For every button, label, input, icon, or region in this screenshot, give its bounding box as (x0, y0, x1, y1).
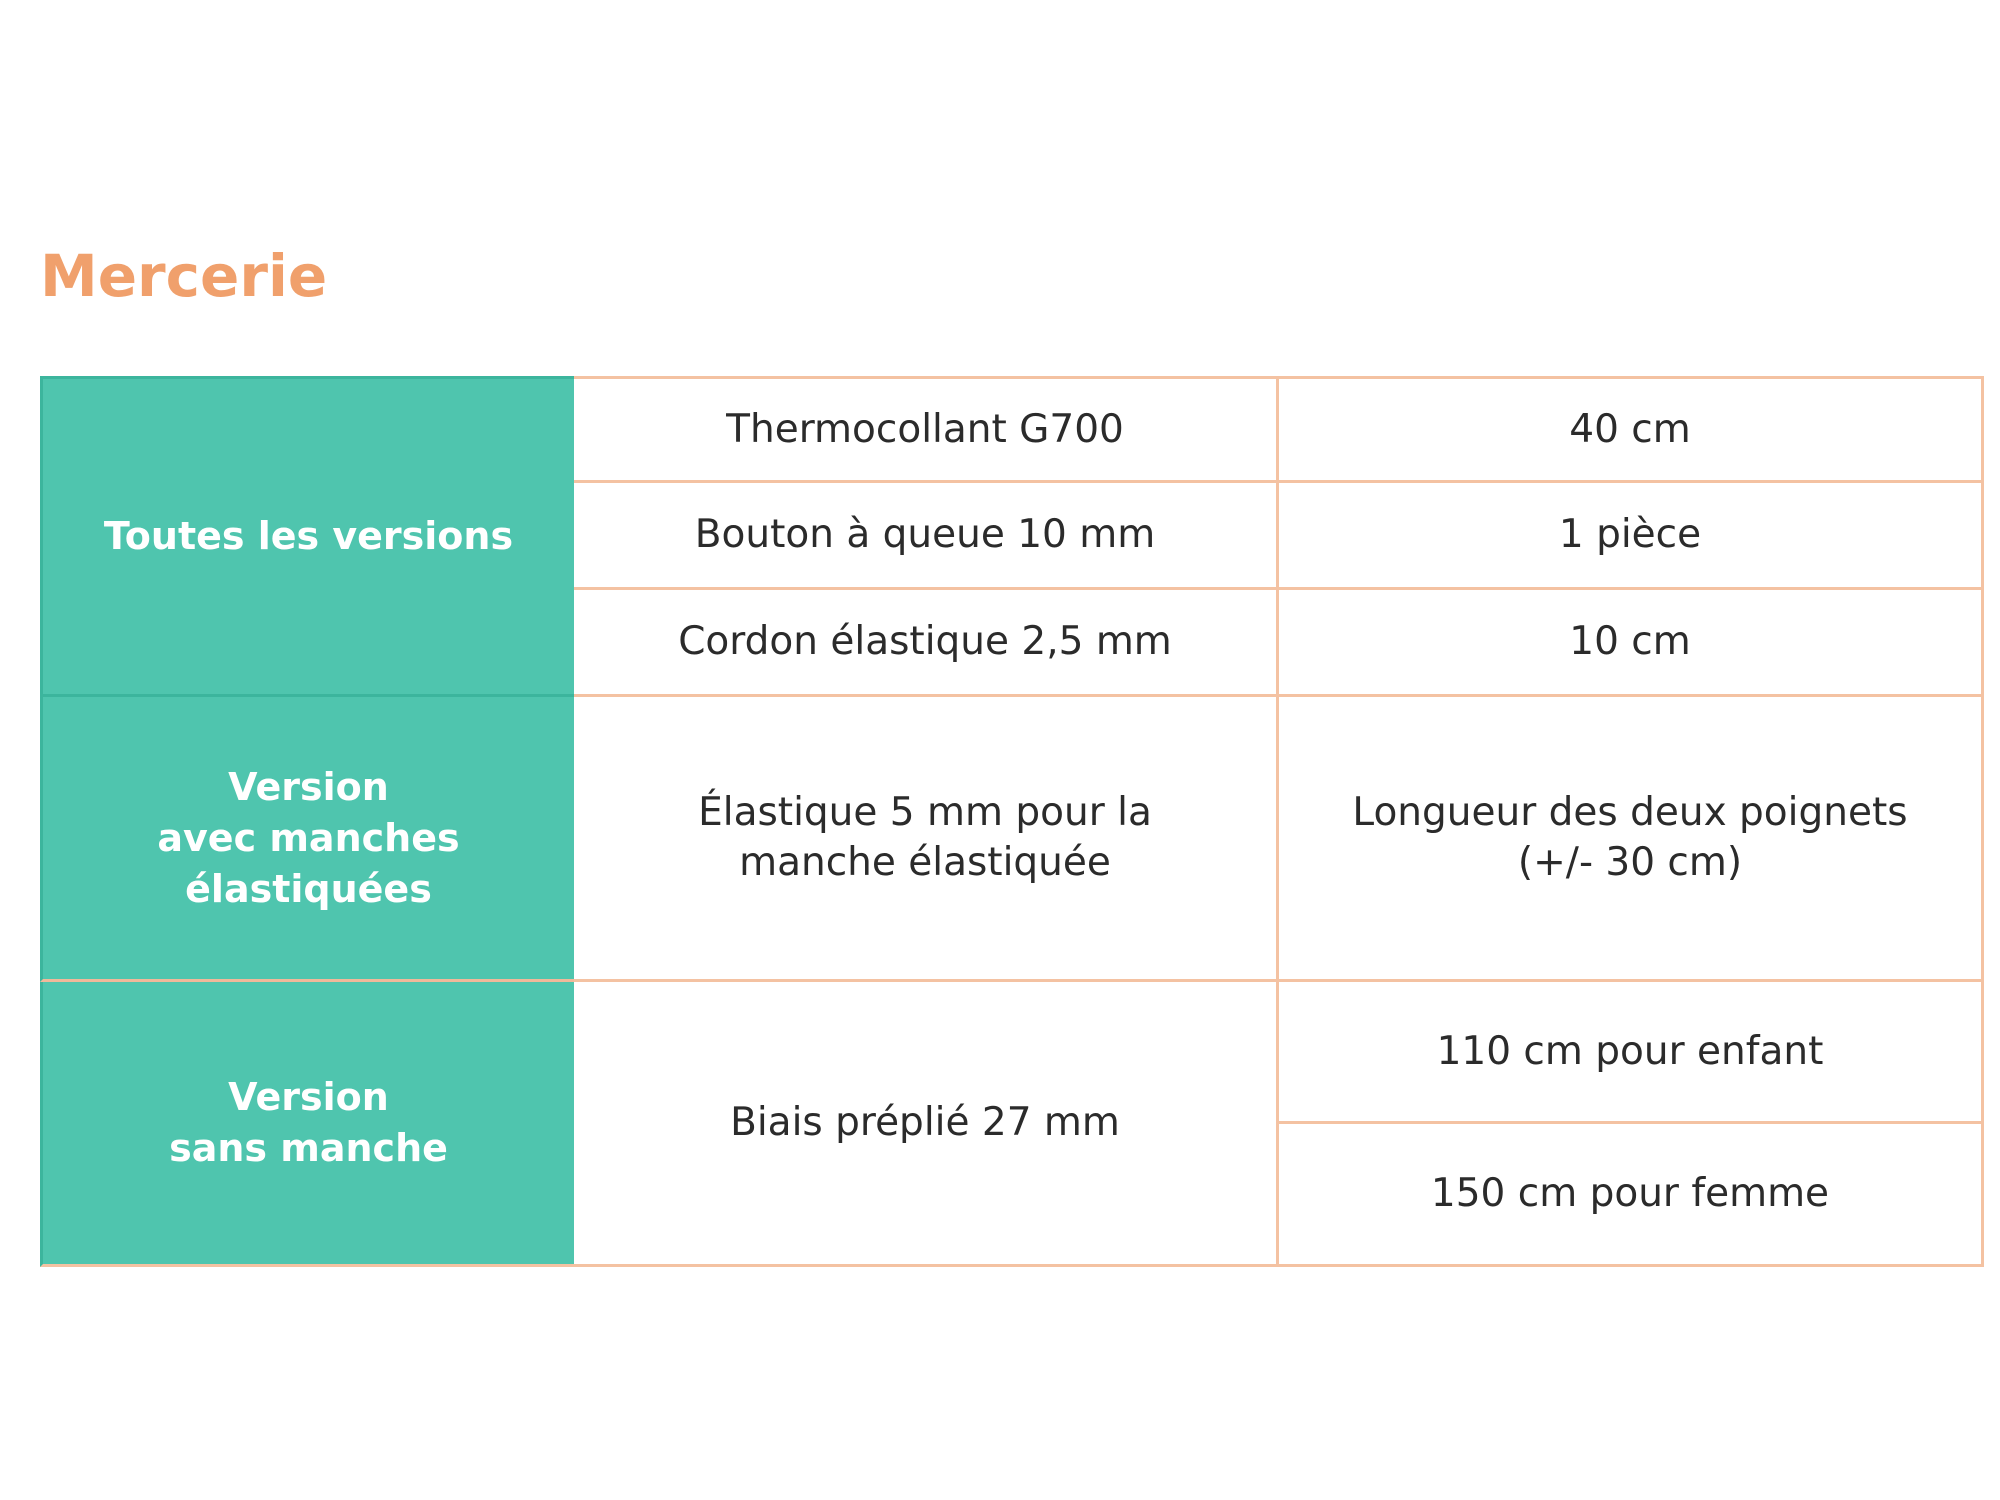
group-label-line: Version (228, 1075, 389, 1119)
material-cell: Thermocollant G700 (574, 376, 1279, 483)
quantity-cell: 110 cm pour enfant (1279, 982, 1984, 1124)
page-title: Mercerie (40, 242, 328, 310)
material-cell: Cordon élastique 2,5 mm (574, 590, 1279, 697)
quantity-cell (1279, 697, 1984, 982)
quantity-line: Longueur des deux poignets (1352, 790, 1908, 835)
group-label-sleeveless (40, 982, 574, 1267)
material-line: manche élastiquée (739, 840, 1111, 885)
group-label-text: Toutes les versions (103, 514, 514, 558)
quantity-cell: 10 cm (1279, 590, 1984, 697)
haberdashery-table (40, 376, 1984, 1267)
quantity-cell: 150 cm pour femme (1279, 1124, 1984, 1267)
group-label-line: avec manches (157, 815, 460, 860)
quantity-cell: 1 pièce (1279, 483, 1984, 590)
group-label-all-versions (40, 376, 574, 697)
material-cell: Biais préplié 27 mm (574, 982, 1279, 1267)
group-label-elastic-sleeves (40, 697, 574, 982)
quantity-line: (+/- 30 cm) (1517, 840, 1743, 885)
material-line: Élastique 5 mm pour la (698, 790, 1152, 835)
material-cell (574, 697, 1279, 982)
group-label-line: sans manche (169, 1126, 448, 1170)
group-label-line: Version (228, 764, 389, 809)
quantity-cell: 40 cm (1279, 376, 1984, 483)
group-label-line: élastiquées (185, 866, 432, 911)
material-cell: Bouton à queue 10 mm (574, 483, 1279, 590)
